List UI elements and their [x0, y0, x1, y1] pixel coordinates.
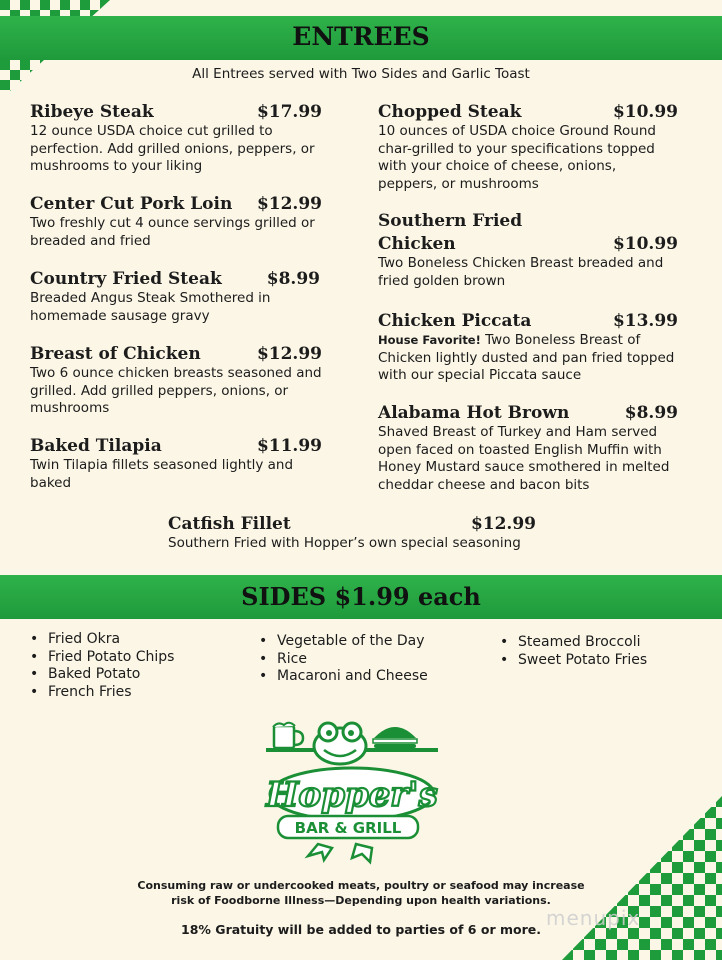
- hoppers-logo: [262, 718, 442, 866]
- house-favorite-tag: House Favorite!: [378, 333, 481, 347]
- list-item: • French Fries: [30, 684, 174, 702]
- item-price: $8.99: [624, 403, 678, 423]
- menu-item-pork-loin: [30, 193, 322, 250]
- item-description: Southern Fried with Hopper’s own special seasoning: [168, 535, 521, 551]
- item-name: Chicken Piccata: [378, 311, 532, 331]
- menu-item-southern-fried-chicken: [378, 210, 678, 290]
- foodborne-illness-notice-line1: Consuming raw or undercooked meats, poultry or seafood may increase: [137, 879, 585, 892]
- logo-name: Hopper's: [266, 775, 438, 815]
- item-price: $12.99: [470, 514, 536, 534]
- item-description: Shaved Breast of Turkey and Ham served open faced on toasted English Muffin with Honey Mustard sauce smothered in melted cheddar cheese and bacon bits: [378, 424, 670, 493]
- item-name-line2: Chicken: [378, 234, 456, 254]
- sides-list-col1: [30, 631, 174, 701]
- menu-item-catfish-fillet: [168, 513, 536, 553]
- menu-item-chopped-steak: [378, 101, 678, 193]
- item-name: Breast of Chicken: [30, 344, 201, 364]
- item-name: Country Fried Steak: [30, 269, 222, 289]
- sides-list-col3: [500, 634, 647, 669]
- item-description: [378, 332, 678, 385]
- menu-item-alabama-hot-brown: [378, 402, 678, 494]
- list-item: • Baked Potato: [30, 666, 174, 684]
- entrees-subtitle: All Entrees served with Two Sides and Garlic Toast: [192, 66, 530, 82]
- sides-list-col2: [259, 633, 428, 686]
- item-description-text: Two Boneless Breast of Chicken lightly dusted and pan fried topped with our special Piccata sauce: [378, 332, 675, 383]
- item-name-line1: Southern Fried: [378, 211, 523, 231]
- foodborne-illness-notice-line2: risk of Foodborne Illness—Depending upon health variations.: [171, 894, 551, 907]
- item-price: $12.99: [256, 194, 322, 214]
- list-item: • Sweet Potato Fries: [500, 652, 647, 670]
- item-price: $11.99: [256, 436, 322, 456]
- list-item: • Fried Okra: [30, 631, 174, 649]
- item-price: $10.99: [612, 102, 678, 122]
- item-name: Baked Tilapia: [30, 436, 162, 456]
- item-description: Breaded Angus Steak Smothered in homemade sausage gravy: [30, 290, 271, 324]
- item-price: $17.99: [256, 102, 322, 122]
- menu-item-baked-tilapia: [30, 435, 322, 492]
- item-description: Two Boneless Chicken Breast breaded and fried golden brown: [378, 255, 664, 289]
- sides-title: SIDES $1.99 each: [241, 582, 481, 611]
- item-name: Center Cut Pork Loin: [30, 194, 233, 214]
- item-description: 10 ounces of USDA choice Ground Round char-grilled to your specifications topped with your choice of cheese, onions, peppers, or mushrooms: [378, 123, 657, 192]
- menu-item-country-fried-steak: [30, 268, 322, 325]
- item-name: Catfish Fillet: [168, 514, 291, 534]
- item-name: Ribeye Steak: [30, 102, 154, 122]
- list-item: • Rice: [259, 651, 428, 669]
- item-price: $10.99: [612, 234, 678, 254]
- item-price: $8.99: [266, 269, 320, 289]
- item-description: 12 ounce USDA choice cut grilled to perfection. Add grilled onions, peppers, or mushrooms to your liking: [30, 123, 315, 174]
- item-name: Alabama Hot Brown: [378, 403, 570, 423]
- item-description: Two freshly cut 4 ounce servings grilled or breaded and fried: [30, 215, 315, 249]
- item-description: Two 6 ounce chicken breasts seasoned and grilled. Add grilled peppers, onions, or mushrooms: [30, 365, 322, 416]
- item-price: $13.99: [612, 311, 678, 331]
- menu-item-breast-of-chicken: [30, 343, 322, 418]
- menu-item-chicken-piccata: [378, 310, 678, 385]
- gratuity-notice: 18% Gratuity will be added to parties of 6 or more.: [181, 922, 541, 937]
- menu-item-ribeye-steak: [30, 101, 322, 176]
- list-item: • Fried Potato Chips: [30, 649, 174, 667]
- list-item: • Steamed Broccoli: [500, 634, 647, 652]
- item-price: $12.99: [256, 344, 322, 364]
- list-item: • Macaroni and Cheese: [259, 668, 428, 686]
- frog-logo-icon: [262, 718, 442, 866]
- item-description: Twin Tilapia fillets seasoned lightly and baked: [30, 457, 294, 491]
- watermark: menupix: [546, 906, 641, 930]
- logo-subtitle: BAR & GRILL: [294, 819, 402, 837]
- item-name: Chopped Steak: [378, 102, 522, 122]
- entrees-title: ENTREES: [292, 22, 430, 51]
- list-item: • Vegetable of the Day: [259, 633, 428, 651]
